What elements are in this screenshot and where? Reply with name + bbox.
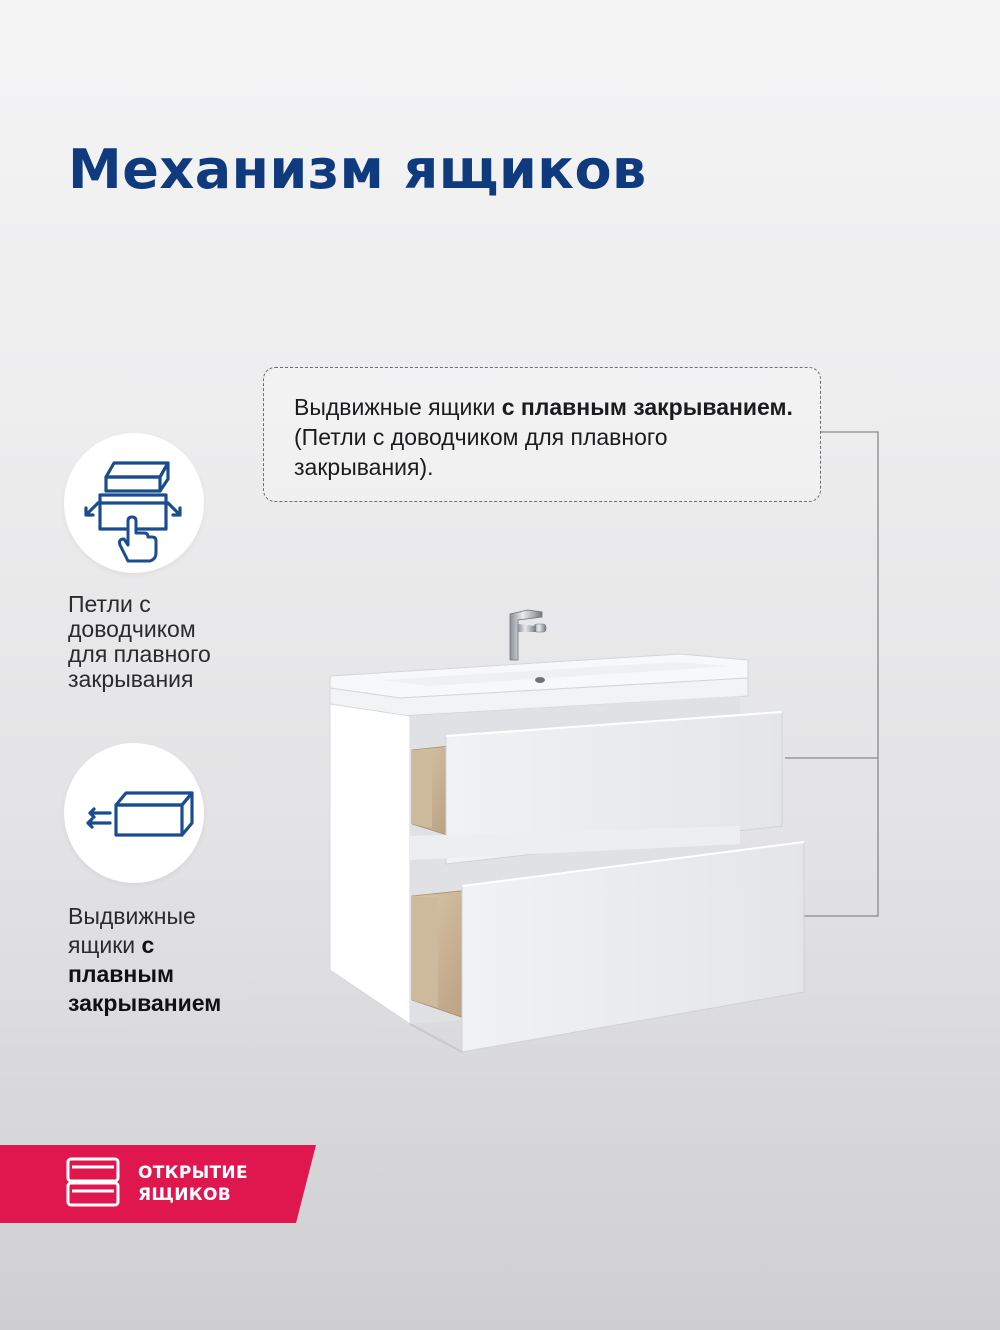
drawer-open-icon <box>64 433 204 573</box>
feature-label-line: закрыванием <box>68 990 222 1016</box>
feature-label-line: Выдвижные <box>68 903 196 929</box>
callout-text-bold: с плавным закрыванием. <box>501 394 793 420</box>
feature-label-line: плавным <box>68 961 174 987</box>
callout-text-regular-2: (Петли с доводчиком для плавного закрывания). <box>294 424 668 480</box>
feature-label-line <box>68 931 221 960</box>
vanity-cabinet-image <box>320 600 820 1060</box>
feature-label-line: для плавного <box>68 641 211 667</box>
badge-text <box>138 1162 248 1206</box>
badge-text-line: ОТКРЫТИЕ <box>138 1163 248 1183</box>
feature-label-bold: с <box>141 932 155 958</box>
feature-label-regular: ящики <box>68 932 142 958</box>
feature-icon-circle <box>64 743 204 883</box>
feature-icon-circle <box>64 433 204 573</box>
callout-text-regular: Выдвижные ящики <box>294 394 502 420</box>
page-title: Механизм ящиков <box>68 138 647 201</box>
feature-label-line: Петли с <box>68 591 151 617</box>
feature-label-line: доводчиком <box>68 616 196 642</box>
feature-label-line: закрывания <box>68 666 194 692</box>
drawer-slide-icon <box>64 743 204 883</box>
feature-label-hinges <box>68 592 211 692</box>
opening-drawers-badge <box>0 1145 316 1223</box>
feature-label-drawers <box>68 902 221 1018</box>
badge-text-line: ЯЩИКОВ <box>138 1185 231 1205</box>
